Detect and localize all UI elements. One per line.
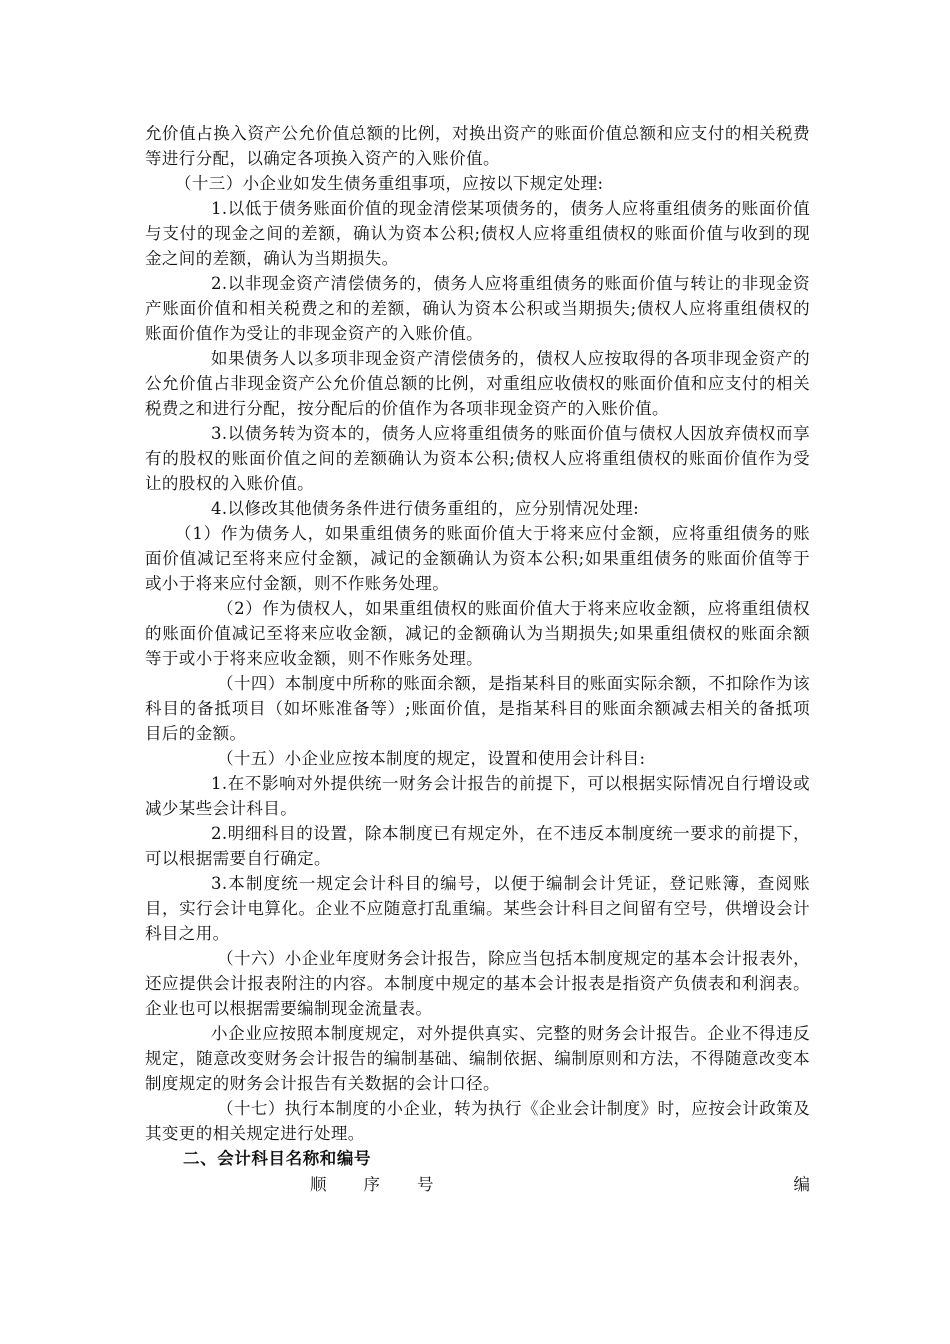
- paragraph: 2.以非现金资产清偿债务的，债务人应将重组债务的账面价值与转让的非现金资产账面价值和相关税费之和的差额，确认为资本公积或当期损失;债权人应将重组债权的账面价值作为受让的非现金资产的入账价值。: [145, 274, 810, 343]
- paragraph: （十四）本制度中所称的账面余额，是指某科目的账面实际余额，不扣除作为该科目的备抵项目（如坏账准备等）;账面价值，是指某科目的账面余额减去相关的备抵项目后的金额。: [145, 674, 810, 743]
- paragraph: 4.以修改其他债务条件进行债务重组的，应分别情况处理:: [211, 499, 640, 518]
- paragraph: （2）作为债权人，如果重组债权的账面价值大于将来应收金额，应将重组债权的账面价值减记至将来应收金额，减记的金额确认为当期损失;如果重组债权的账面余额等于或小于将来应收金额，则不作账务处理。: [145, 599, 810, 668]
- paragraph: （十六）小企业年度财务会计报告，除应当包括本制度规定的基本会计报表外，还应提供会计报表附注的内容。本制度中规定的基本会计报表是指资产负债表和利润表。企业也可以根据需要编制现金流量表。: [145, 949, 810, 1018]
- paragraph: 3.以债务转为资本的，债务人应将重组债务的账面价值与债权人因放弃债权而享有的股权的账面价值之间的差额确认为资本公积;债权人应将重组债权的账面价值作为受让的股权的入账价值。: [145, 424, 810, 493]
- paragraph: （十三）小企业如发生债务重组事项，应按以下规定处理:: [175, 174, 604, 193]
- paragraph: （十五）小企业应按本制度的规定，设置和使用会计科目:: [217, 749, 646, 768]
- paragraph: 如果债务人以多项非现金资产清偿债务的，债权人应按取得的各项非现金资产的公允价值占非现金资产公允价值总额的比例，对重组应收债权的账面价值和应支付的相关税费之和进行分配，按分配后的价值作为各项非现金资产的入账价值。: [145, 349, 810, 418]
- body-text: [145, 121, 810, 1146]
- paragraph: 3.本制度统一规定会计科目的编号，以便于编制会计凭证，登记账簿，查阅账目，实行会计电算化。企业不应随意打乱重编。某些会计科目之间留有空号，供增设会计科目之用。: [145, 874, 810, 943]
- code-header: 编: [793, 1175, 810, 1194]
- paragraph: 允价值占换入资产公允价值总额的比例，对换出资产的账面价值总额和应支付的相关税费等进行分配，以确定各项换入资产的入账价值。: [145, 124, 810, 168]
- sequence-number-header: 顺序号: [310, 1175, 471, 1194]
- paragraph: 2.明细科目的设置，除本制度已有规定外，在不违反本制度统一要求的前提下，可以根据需要自行确定。: [145, 824, 810, 868]
- table-header-row: [145, 1171, 810, 1199]
- document-page: [145, 121, 810, 1199]
- paragraph: （1）作为债务人，如果重组债务的账面价值大于将来应付金额，应将重组债务的账面价值减记至将来应付金额，减记的金额确认为资本公积;如果重组债务的账面价值等于或小于将来应付金额，则不作账务处理。: [145, 524, 810, 593]
- section-heading: 二、会计科目名称和编号: [183, 1149, 372, 1168]
- paragraph: 1.以低于债务账面价值的现金清偿某项债务的，债务人应将重组债务的账面价值与支付的现金之间的差额，确认为资本公积;债权人应将重组债权的账面价值与收到的现金之间的差额，确认为当期损失。: [145, 199, 810, 268]
- paragraph: 1.在不影响对外提供统一财务会计报告的前提下，可以根据实际情况自行增设或减少某些会计科目。: [145, 774, 810, 818]
- paragraph: （十七）执行本制度的小企业，转为执行《企业会计制度》时，应按会计政策及其变更的相关规定进行处理。: [145, 1099, 810, 1143]
- paragraph: 小企业应按照本制度规定，对外提供真实、完整的财务会计报告。企业不得违反规定，随意改变财务会计报告的编制基础、编制依据、编制原则和方法，不得随意改变本制度规定的财务会计报告有关数据的会计口径。: [145, 1024, 810, 1093]
